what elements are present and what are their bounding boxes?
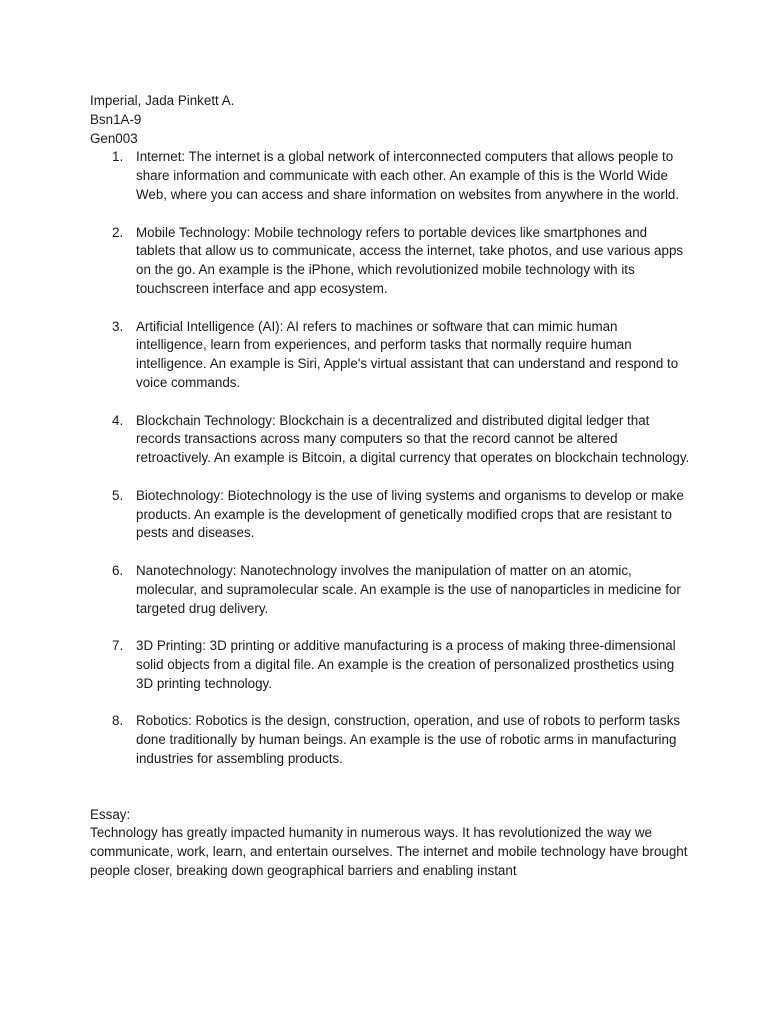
list-item bbox=[90, 712, 690, 768]
list-item-number: 6. bbox=[112, 562, 124, 578]
list-item bbox=[90, 637, 690, 693]
list-item-number: 3. bbox=[112, 318, 124, 334]
student-section: Bsn1A-9 bbox=[90, 111, 142, 127]
list-item bbox=[90, 148, 690, 204]
list-item bbox=[90, 224, 690, 299]
document-page bbox=[90, 92, 690, 881]
student-name: Imperial, Jada Pinkett A. bbox=[90, 93, 235, 108]
list-item-text: 3D Printing: 3D printing or additive manufacturing is a process of making three-dimensional solid objects from a digital file. An example is the creation of personalized prosthetics using 3D printing technology. bbox=[136, 638, 676, 691]
list-item bbox=[90, 562, 690, 618]
list-item-number: 5. bbox=[112, 487, 124, 503]
list-item-number: 2. bbox=[112, 224, 124, 240]
list-item-number: 4. bbox=[112, 412, 124, 428]
list-item-text: Mobile Technology: Mobile technology refers to portable devices like smartphones and tablets that allow us to communicate, access the internet, take photos, and use various apps on the go. An example is the iPhone, which revolutionized mobile technology with its touchscreen interface and app ecosystem. bbox=[136, 224, 684, 296]
list-item bbox=[90, 412, 690, 468]
list-item-text: Robotics: Robotics is the design, construction, operation, and use of robots to perform tasks done traditionally by human beings. An example is the use of robotic arms in manufacturing industries for assembling products. bbox=[136, 713, 681, 766]
list-item-text: Artificial Intelligence (AI): AI refers to machines or software that can mimic human intelligence, learn from experiences, and perform tasks that normally require human intelligence. An example is Siri, Apple's virtual assistant that can understand and respond to voice commands. bbox=[136, 318, 679, 390]
list-item-text: Blockchain Technology: Blockchain is a decentralized and distributed digital ledger that records transactions across many computers so that the record cannot be altered retroactively. An example is Bitcoin, a digital currency that operates on blockchain technology. bbox=[136, 412, 690, 466]
list-item-number: 8. bbox=[112, 713, 124, 729]
technology-list bbox=[90, 148, 690, 768]
list-item bbox=[90, 487, 690, 543]
list-item-number: 1. bbox=[112, 149, 124, 165]
list-item-text: Internet: The internet is a global network of interconnected computers that allows people to share information and communicate with each other. An example of this is the World Wide Web, where you can access and share information on websites from anywhere in the world. bbox=[136, 149, 680, 202]
list-item-number: 7. bbox=[112, 638, 124, 654]
essay-paragraph: Technology has greatly impacted humanity in numerous ways. It has revolutionized the way we communicate, work, learn, and entertain ourselves. The internet and mobile technology have brought people closer, breaking down geographical barriers and enabling instant bbox=[90, 825, 688, 879]
essay-heading: Essay: bbox=[90, 806, 131, 822]
list-item-text: Biotechnology: Biotechnology is the use of living systems and organisms to develop or make products. An example is the development of genetically modified crops that are resistant to pests and diseases. bbox=[136, 487, 684, 541]
course-code: Gen003 bbox=[90, 130, 138, 146]
list-item bbox=[90, 318, 690, 393]
list-item-text: Nanotechnology: Nanotechnology involves the manipulation of matter on an atomic, molecular, and supramolecular scale. An example is the use of nanoparticles in medicine for targeted drug delivery. bbox=[136, 562, 681, 616]
